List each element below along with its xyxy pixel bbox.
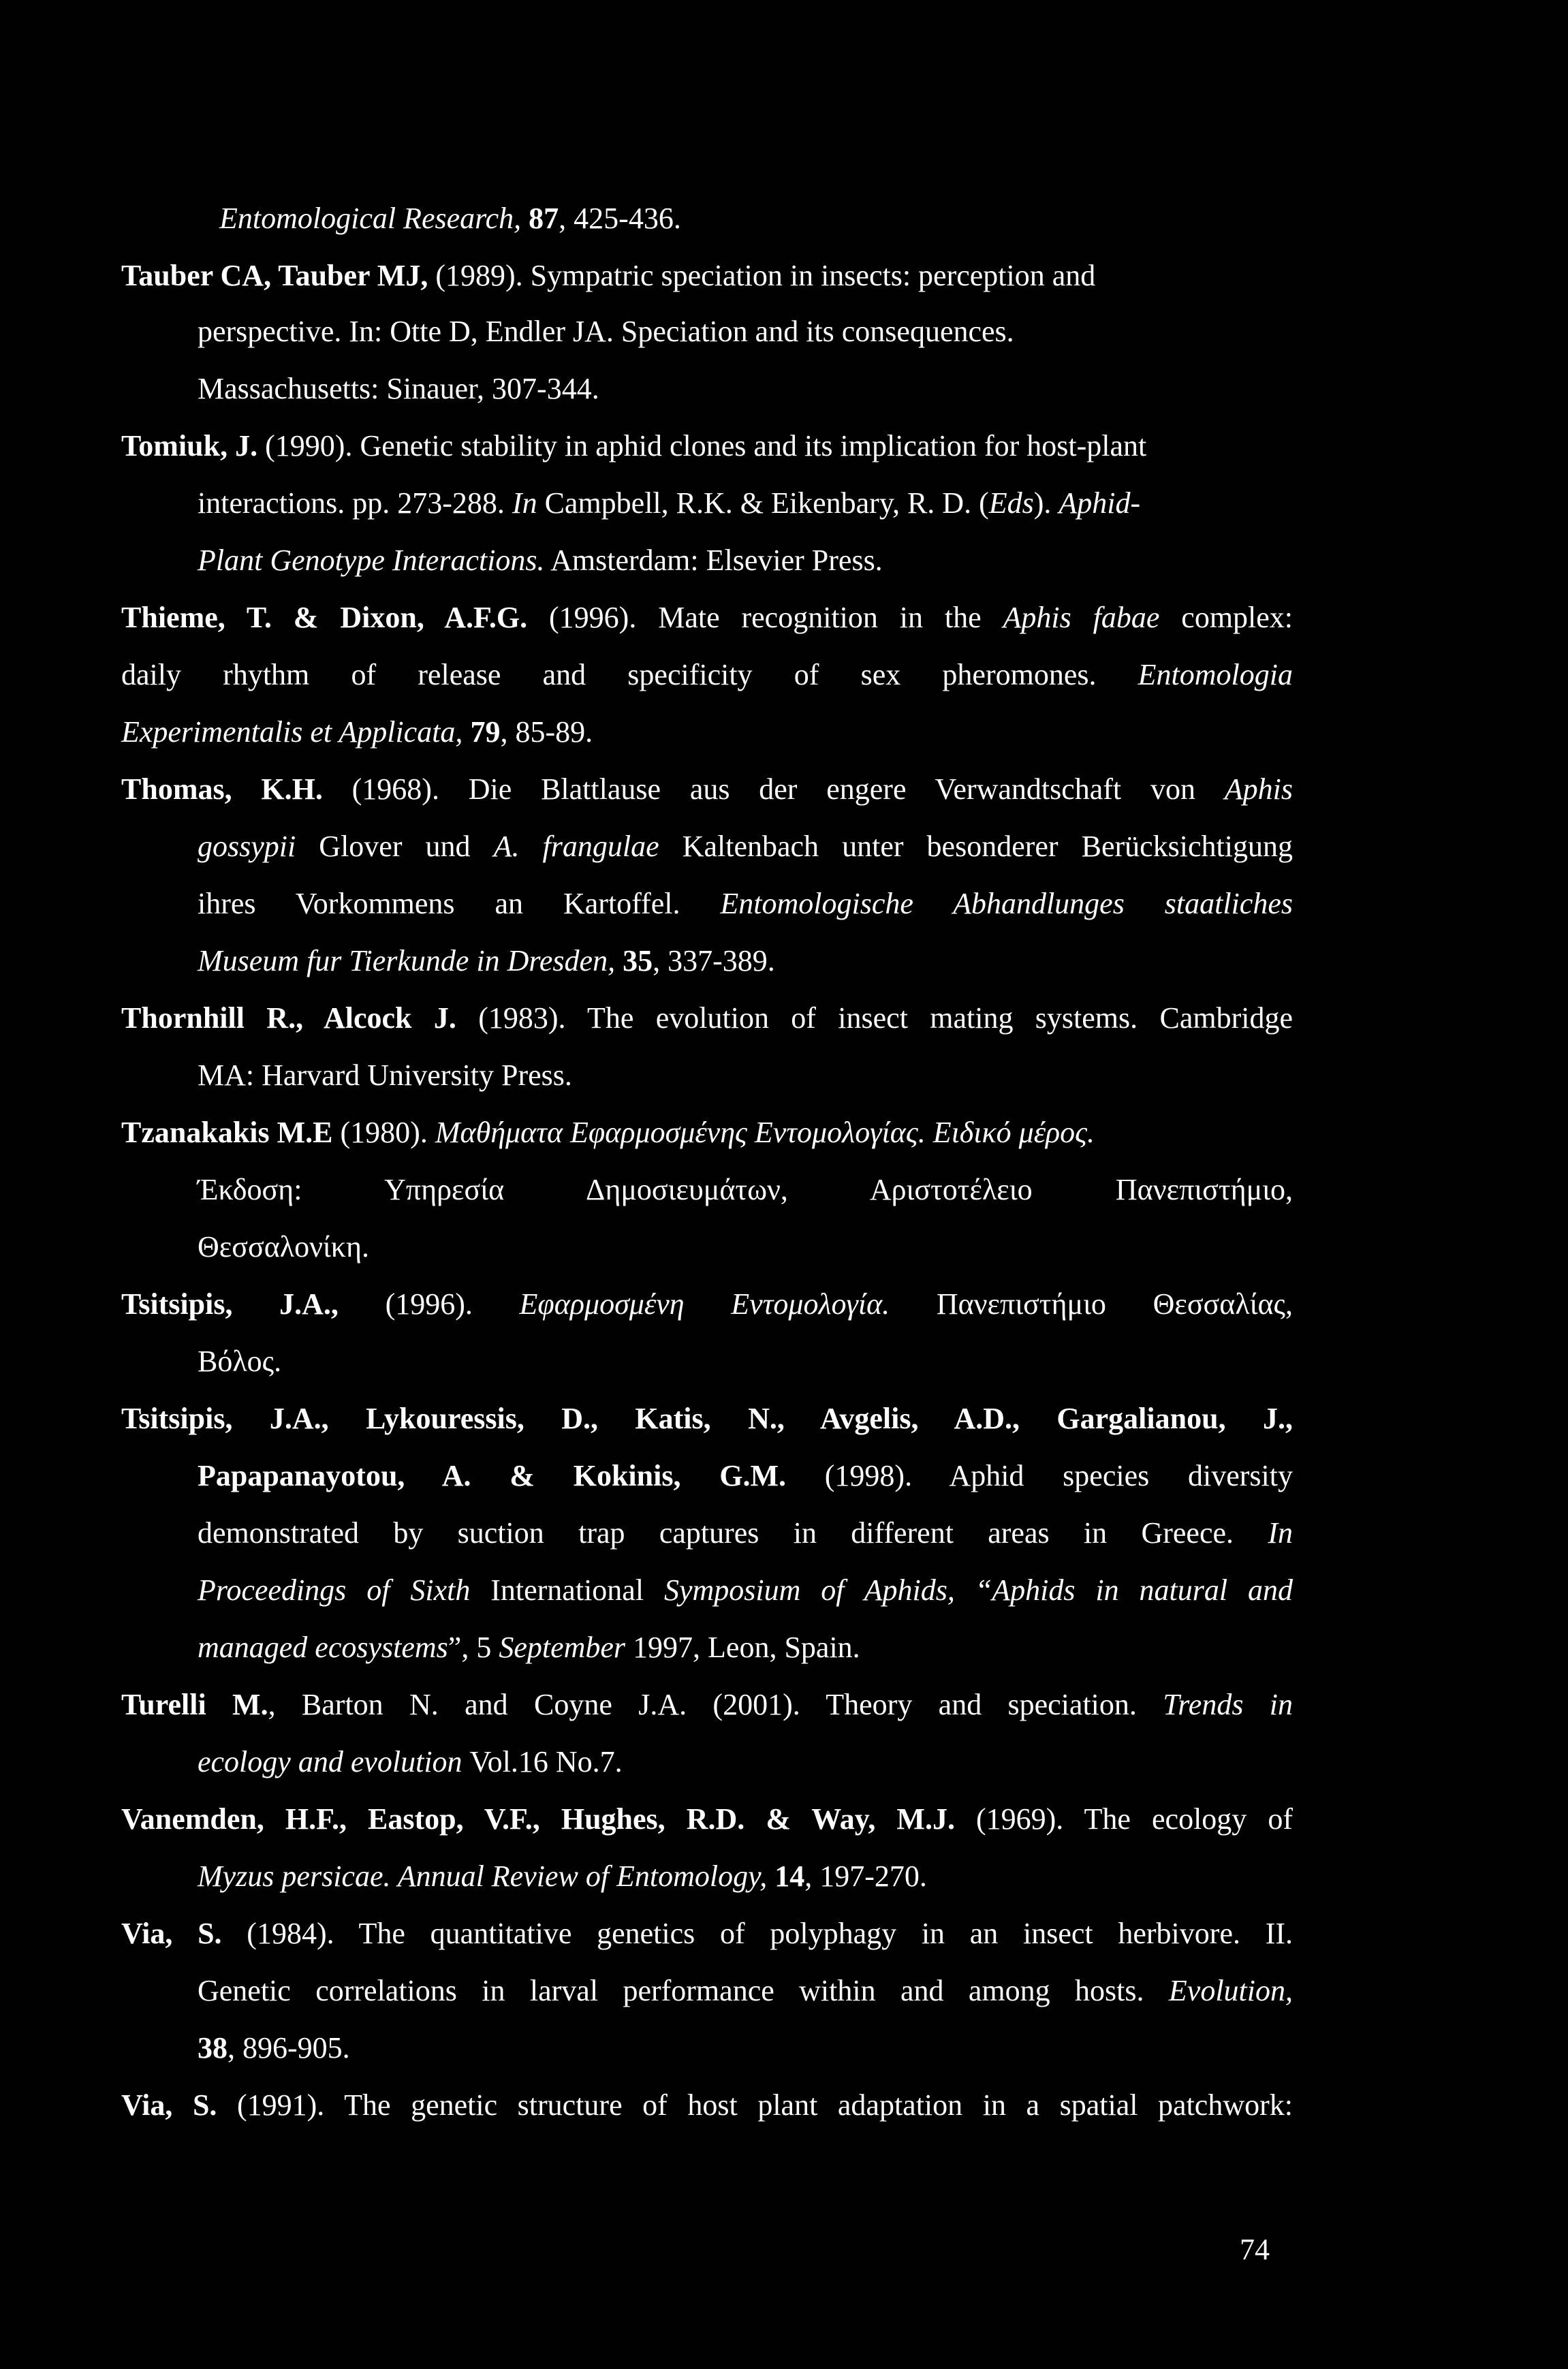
reference-text: (1996). Mate recognition in the — [549, 601, 1003, 634]
reference-text: , 197-270. — [804, 1860, 927, 1893]
reference-text: Kaltenbach unter besonderer Berücksichtigung — [659, 830, 1293, 863]
italic-text: managed ecosystems — [198, 1631, 448, 1664]
italic-text: Entomologische Abhandlunges staatliches — [720, 887, 1293, 920]
author-text: Tzanakakis M.E — [121, 1116, 341, 1149]
author-text: 79 — [470, 715, 501, 749]
reference-text: Amsterdam: Elsevier Press. — [544, 544, 883, 577]
reference-text: , 425-436. — [559, 202, 681, 235]
reference-line — [198, 1058, 572, 1093]
reference-text: Massachusetts: Sinauer, 307-344. — [198, 372, 599, 405]
reference-text: Vol.16 No.7. — [469, 1745, 623, 1778]
reference-text: complex: — [1159, 601, 1293, 634]
reference-text: ihres Vorkommens an Kartoffel. — [198, 887, 721, 920]
reference-line — [121, 715, 593, 749]
reference-text: Genetic correlations in larval performance within and among hosts. — [198, 1974, 1169, 2007]
reference-text: , Barton N. and Coyne J.A. (2001). Theory and speciation. — [268, 1688, 1163, 1721]
reference-text: (1983). The evolution of insect mating systems. Cambridge — [478, 1001, 1293, 1035]
italic-text: Aphis — [1224, 772, 1293, 806]
author-text: 38 — [198, 2031, 228, 2065]
reference-line — [198, 1459, 1293, 1493]
italic-text: Proceedings of Sixth — [198, 1573, 491, 1607]
reference-text: (1969). The ecology of — [976, 1802, 1293, 1836]
author-text: Tomiuk, J. — [121, 429, 266, 462]
reference-text: , 337-389. — [653, 944, 775, 977]
reference-line — [198, 887, 1293, 921]
author-text: Tauber CA, Tauber MJ, — [121, 259, 436, 292]
page-number: 74 — [1240, 2233, 1270, 2266]
italic-text: Trends in — [1163, 1688, 1293, 1721]
reference-line — [219, 202, 681, 236]
reference-text: (1991). The genetic structure of host plant adaptation in a spatial patchwork: — [237, 2088, 1293, 2122]
author-text: Via, S. — [121, 2088, 237, 2122]
reference-line — [198, 544, 883, 578]
author-text: Thieme, T. & Dixon, A.F.G. — [121, 601, 550, 634]
italic-text: Myzus persicae. Annual Review of Entomology, — [198, 1860, 775, 1893]
italic-text: Eds — [988, 486, 1034, 520]
italic-text: In — [512, 486, 537, 520]
reference-line — [198, 315, 1014, 349]
author-text: Turelli M. — [121, 1688, 268, 1721]
reference-line — [198, 1345, 281, 1379]
reference-text: daily rhythm of release and specificity of sex pheromones. — [121, 658, 1138, 691]
reference-text: Έκδοση: Υπηρεσία Δημοσιευμάτων, Αριστοτέλειο Πανεπιστήμιο, — [198, 1173, 1293, 1206]
italic-text: In — [1268, 1516, 1293, 1550]
italic-text: Aphid- — [1059, 486, 1141, 520]
author-text: Vanemden, H.F., Eastop, V.F., Hughes, R.D. & Way, M.J. — [121, 1802, 976, 1836]
reference-line — [198, 486, 1140, 520]
italic-text: Entomological Research, — [219, 202, 529, 235]
reference-line — [121, 429, 1293, 463]
reference-line — [121, 772, 1293, 806]
italic-text: Plant Genotype Interactions. — [198, 544, 545, 577]
reference-line — [121, 1116, 1293, 1150]
reference-line — [198, 1230, 369, 1264]
reference-text: Βόλος. — [198, 1345, 282, 1378]
italic-text: gossypii — [198, 830, 296, 863]
italic-text: Symposium of Aphids, “Aphids in natural and — [663, 1573, 1293, 1607]
reference-line — [121, 1402, 1293, 1436]
reference-text: perspective. In: Otte D, Endler JA. Speciation and its consequences. — [198, 315, 1014, 348]
reference-line — [198, 1631, 860, 1665]
reference-line — [198, 2031, 350, 2065]
author-text: 35 — [623, 944, 653, 977]
reference-text: interactions. pp. 273-288. — [198, 486, 512, 520]
reference-text: MA: Harvard University Press. — [198, 1058, 572, 1092]
reference-line — [198, 1860, 927, 1894]
reference-line — [121, 1287, 1293, 1321]
author-text: Tsitsipis, J.A., Lykouressis, D., Katis, N., Avgelis, A.D., Gargalianou, J., — [121, 1402, 1293, 1435]
italic-text: Εφαρμοσμένη Εντομολογία. — [519, 1287, 890, 1321]
reference-line — [121, 601, 1293, 635]
reference-line — [121, 658, 1293, 692]
italic-text: Aphis fabae — [1003, 601, 1160, 634]
reference-line — [121, 2088, 1293, 2122]
italic-text: Μαθήματα Εφαρμοσμένης Εντομολογίας. Ειδικό μέρος. — [435, 1116, 1095, 1149]
italic-text: ecology and evolution — [198, 1745, 470, 1778]
reference-line — [198, 1516, 1293, 1550]
reference-text: demonstrated by suction trap captures in different areas in Greece. — [198, 1516, 1268, 1550]
reference-text: Πανεπιστήμιο Θεσσαλίας, — [890, 1287, 1293, 1321]
reference-text: ). — [1033, 486, 1059, 520]
reference-text: (1989). Sympatric speciation in insects: perception and — [435, 259, 1096, 292]
reference-text: Θεσσαλονίκη. — [198, 1230, 369, 1264]
reference-line — [198, 1745, 623, 1779]
reference-line — [121, 1688, 1293, 1722]
italic-text: Entomologia — [1138, 658, 1293, 691]
italic-text: September — [499, 1631, 626, 1664]
reference-line — [121, 1802, 1293, 1836]
reference-line — [121, 259, 1238, 293]
reference-text: Campbell, R.K. & Eikenbary, R. D. ( — [537, 486, 989, 520]
italic-text: Museum fur Tierkunde in Dresden, — [198, 944, 623, 977]
reference-line — [121, 1917, 1293, 1951]
reference-text: (1984). The quantitative genetics of polyphagy in an insect herbivore. II. — [247, 1917, 1293, 1950]
reference-text: International — [490, 1573, 664, 1607]
reference-text: 1997, Leon, Spain. — [625, 1631, 860, 1664]
reference-text: (1998). Aphid species diversity — [824, 1459, 1293, 1492]
reference-line — [198, 1173, 1293, 1207]
reference-line — [198, 944, 775, 978]
author-text: 87 — [529, 202, 559, 235]
reference-text: , 85-89. — [500, 715, 593, 749]
reference-text: (1996). — [385, 1287, 520, 1321]
author-text: Papapanayotou, A. & Kokinis, G.M. — [198, 1459, 825, 1492]
reference-text: (1980). — [340, 1116, 435, 1149]
author-text: Tsitsipis, J.A., — [121, 1287, 386, 1321]
italic-text: Experimentalis et Applicata, — [121, 715, 471, 749]
reference-text: ”, 5 — [448, 1631, 499, 1664]
reference-line — [198, 372, 599, 406]
reference-text: Glover und — [296, 830, 494, 863]
reference-line — [198, 1974, 1293, 2008]
italic-text: Evolution, — [1168, 1974, 1293, 2007]
reference-text: , 896-905. — [228, 2031, 350, 2065]
author-text: Via, S. — [121, 1917, 247, 1950]
reference-line — [198, 1573, 1293, 1607]
author-text: Thornhill R., Alcock J. — [121, 1001, 479, 1035]
reference-line — [121, 1001, 1293, 1035]
reference-text: (1990). Genetic stability in aphid clones and its implication for host-plant — [265, 429, 1147, 462]
italic-text: A. frangulae — [493, 830, 659, 863]
author-text: 14 — [774, 1860, 805, 1893]
reference-text: (1968). Die Blattlause aus der engere Verwandtschaft von — [351, 772, 1225, 806]
reference-line — [198, 830, 1293, 864]
author-text: Thomas, K.H. — [121, 772, 352, 806]
